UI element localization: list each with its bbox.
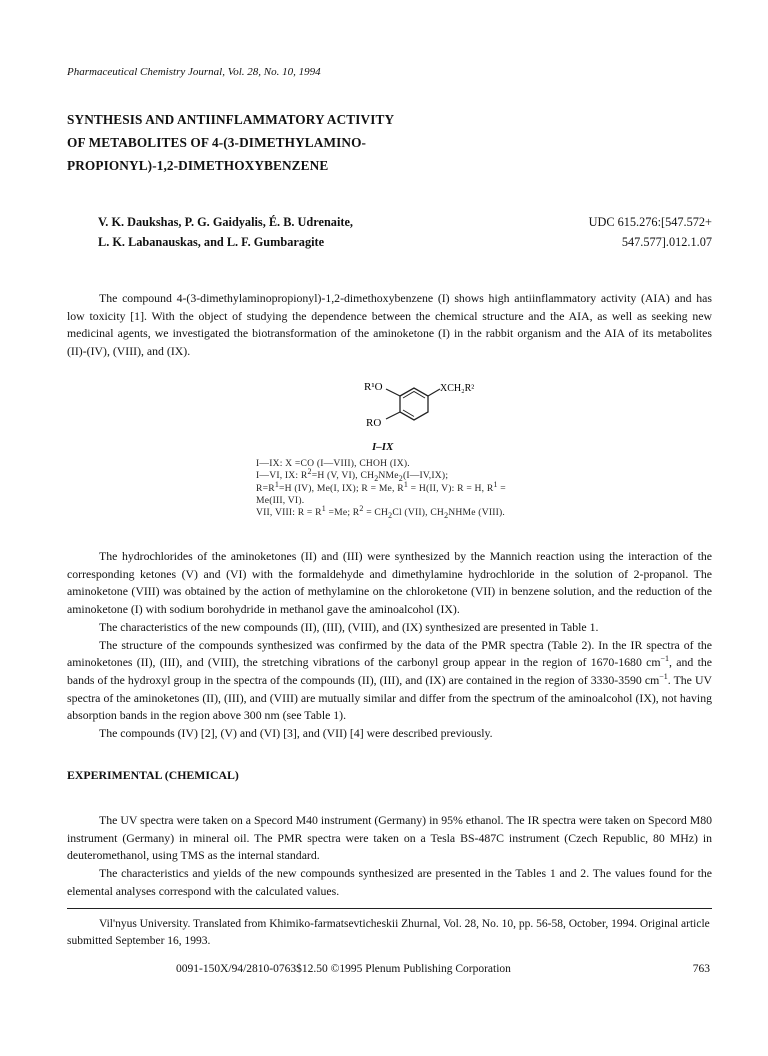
compound-range-label: I–IX (372, 441, 394, 453)
section-heading: EXPERIMENTAL (CHEMICAL) (67, 768, 239, 782)
footnote (67, 916, 717, 950)
xch2r2-group-label: XCH₂R² (440, 383, 475, 394)
paragraph-text: The structure of the compounds synthesized was confirmed by the data of the PMR spectra (Table 2). In the IR spectra of the aminoketones (II), (III), and (VIII), the stretching vibrations of the carbonyl group appear in the region of 1670-1680 $cm^{-1}$, and the bands of the hydroxyl group in the spectra of the compounds (II), (III), and (IX) are contained in the region of 3330-3590 $cm^{-1}$. The UV spectra of the aminoketones (II), (III), and (VIII) are mutually similar and differ from the spectrum of the aminoalcohol (IX), not having absorption bands in the region above 300 nm (see Table 1). (67, 637, 712, 723)
structure-notes (256, 458, 506, 519)
footnote-divider (67, 908, 712, 909)
note-line: I—IX: X =CO (I—VIII), CHOH (IX). (256, 458, 410, 469)
note-line: $R=R^1=H$ (IV), Me(I, IX); R = Me, $R^1 = H(II$, V): R = H, $R^1$ = (256, 479, 506, 494)
note-line: VII, VIII: $R = R^1 =Me$; $R^2 = CH_2Cl$ (VII), $CH_2NHMe$ (VIII). (256, 504, 506, 521)
benzene-ring (400, 388, 428, 420)
note-line: Me(III, VI). (256, 494, 305, 506)
udc-classification (589, 212, 712, 252)
udc-line: UDC 615.276:[547.572+ (588, 215, 712, 229)
note-line: I—VI, IX: $R^2=H$ (V, VI), $CH_2NMe_2(I—IV,IX)$; (256, 467, 449, 484)
article-title (67, 108, 394, 177)
chemical-structure-diagram (352, 376, 492, 446)
body-section (67, 548, 712, 743)
title-line: SYNTHESIS AND ANTIINFLAMMATORY ACTIVITY (67, 112, 395, 127)
bond-line (386, 412, 400, 419)
page-number: 763 (692, 963, 710, 975)
udc-line: 547.577].012.1.07 (621, 235, 712, 249)
copyright-line: 0091-150X/94/2810-0763$12.50 ©1995 Plenum Publishing Corporation (176, 963, 511, 975)
experimental-section (67, 812, 712, 901)
r1o-group-label: R¹O (364, 381, 383, 393)
author-line: L. K. Labanauskas, and L. F. Gumbaragite (98, 235, 325, 249)
intro-paragraph (67, 290, 712, 361)
footnote-text: Vil'nyus University. Translated from Khimiko-farmatsevticheskii Zhurnal, Vol. 28, No. 10, pp. 56-58, October, 1994. Original article submitted September 16, 1993. (67, 918, 710, 947)
author-line: V. K. Daukshas, P. G. Gaidyalis, É. B. Udrenaite, (98, 215, 353, 229)
bond-line (386, 389, 400, 396)
paragraph-text: The characteristics of the new compounds (II), (III), (VIII), and (IX) synthesized are presented in Table 1. (99, 619, 599, 634)
author-list (98, 212, 353, 252)
paragraph-text: The compound 4-(3-dimethylaminopropionyl)-1,2-dimethoxybenzene (I) shows high antiinflammatory activity (AIA) and has low toxicity [1]. With the object of studying the dependence between the chemical structure and the AIA, as well as seeking new medicinal agents, we investigated the biotransformation of the aminoketone (I) in the rabbit organism and the AIA of its metabolites (II)-(IV), (VIII), and (IX). (67, 291, 712, 359)
title-line: OF METABOLITES OF 4-(3-DIMETHYLAMINO- (67, 135, 367, 150)
journal-citation: Pharmaceutical Chemistry Journal, Vol. 28, No. 10, 1994 (67, 66, 321, 78)
paragraph-text: The UV spectra were taken on a Specord M40 instrument (Germany) in 95% ethanol. The IR spectra were taken on Specord M80 instrument (Germany) in mineral oil. The PMR spectra were taken on a Tesla BS-487C instrument (Czech Republic, 80 MHz) in deuteromethanol, using TMS as the internal standard. (67, 813, 712, 863)
paragraph-text: The hydrochlorides of the aminoketones (II) and (III) were synthesized by the Mannich reaction using the interaction of the corresponding ketones (V) and (VI) with the formaldehyde and dimethylamine hydrochloride in the solution of 2-propanol. The aminoketone (VIII) was obtained by the action of methylamine on the chloroketone (VII) in benzene solution, and the reduction of the aminoketone (I) with sodium borohydride in methanol gave the aminoalcohol (IX). (67, 549, 712, 617)
bond-line (428, 389, 440, 396)
paragraph-text: The compounds (IV) [2], (V) and (VI) [3], and (VII) [4] were described previously. (99, 726, 493, 741)
title-line: PROPIONYL)-1,2-DIMETHOXYBENZENE (67, 158, 329, 173)
ro-group-label: RO (366, 417, 382, 429)
paragraph-text: The characteristics and yields of the new compounds synthesized are presented in the Tables 1 and 2. The values found for the elemental analyses correspond with the calculated values. (67, 866, 712, 898)
ring-double-bond (403, 410, 414, 417)
